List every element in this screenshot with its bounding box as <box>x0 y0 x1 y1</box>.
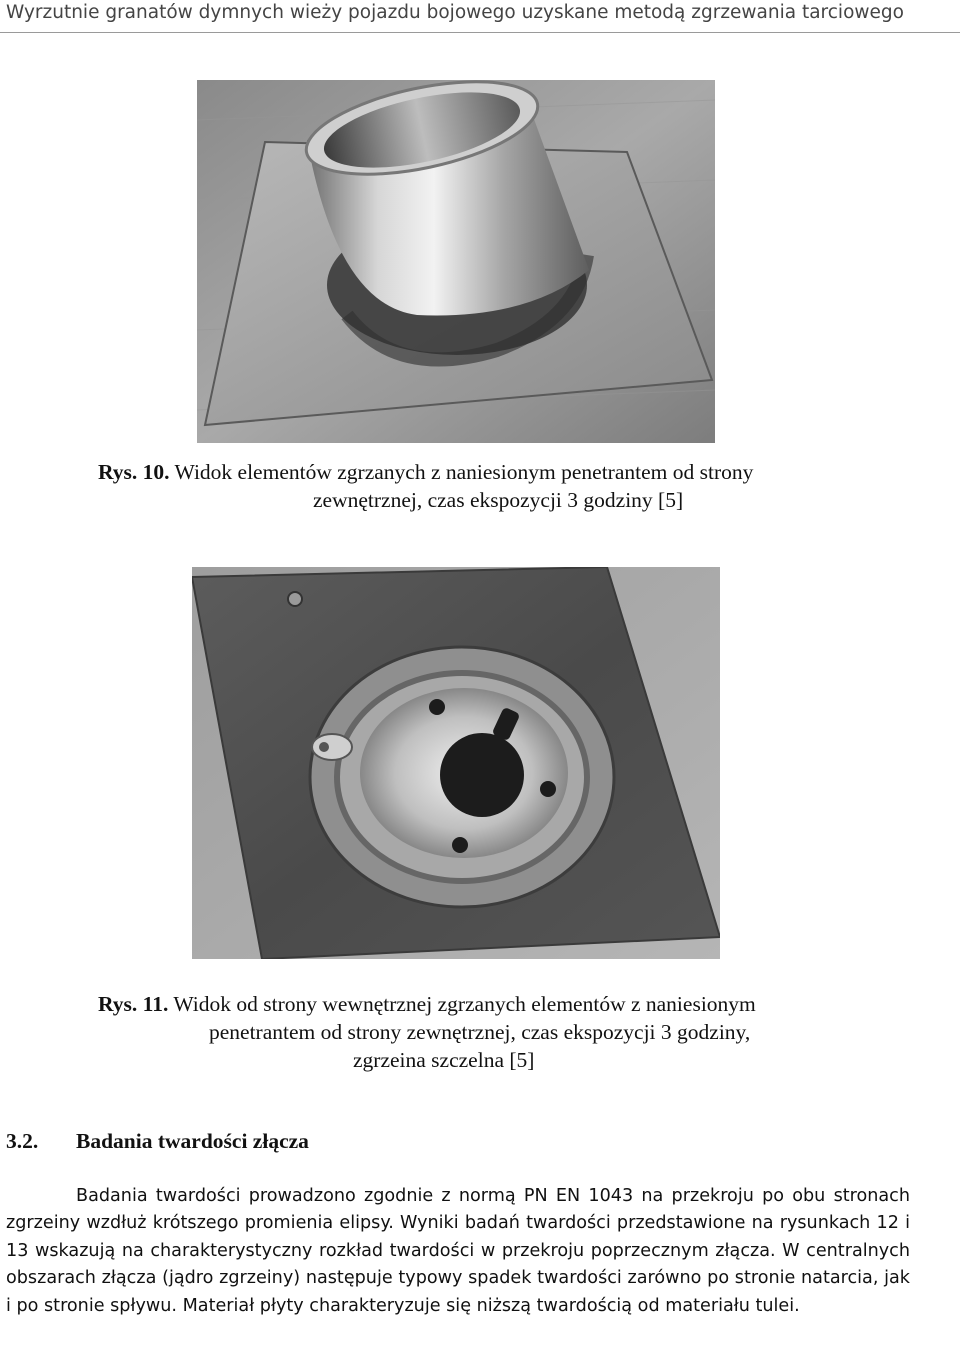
figure-10-caption-line-1: Rys. 10. Widok elementów zgrzanych z naniesionym penetrantem od strony <box>98 460 754 484</box>
figure-10-photo <box>197 80 715 443</box>
section-paragraph: Badania twardości prowadzono zgodnie z normą PN EN 1043 na przekroju po obu stronach zgrzeiny wzdłuż krótszego promienia elipsy. Wyniki badań twardości przedstawione na rysunkach 12 i 13 wskazują na charakterystyczny rozkład twardości w przekroju poprzecznym złącza. W centralnych obszarach złącza (jądro zgrzeiny) następuje typowy spadek twardości zarówno po stronie natarcia, jak i po stronie spływu. Materiał płyty charakteryzuje się niższą twardością od materiału tulei. <box>6 1186 910 1316</box>
figure-10-label: Rys. 10. <box>98 460 170 484</box>
figure-11-caption-line-2: penetrantem od strony zewnętrznej, czas ekspozycji 3 godziny, <box>209 1020 751 1044</box>
section-number: 3.2. <box>6 1129 39 1153</box>
figure-11-photo <box>192 567 720 959</box>
figure-11-label: Rys. 11. <box>98 992 169 1016</box>
figure-11-caption-line-1: Rys. 11. Widok od strony wewnętrznej zgrzanych elementów z naniesionym <box>98 992 756 1016</box>
figure-10-caption-line-2: zewnętrznej, czas ekspozycji 3 godziny [5] <box>313 488 684 512</box>
section-heading <box>6 1126 309 1156</box>
running-header: Wyrzutnie granatów dymnych wieży pojazdu bojowego uzyskane metodą zgrzewania tarciowego <box>0 0 960 33</box>
figure-11-caption-line-3: zgrzeina szczelna [5] <box>353 1048 535 1072</box>
section-title: Badania twardości złącza <box>76 1129 309 1153</box>
